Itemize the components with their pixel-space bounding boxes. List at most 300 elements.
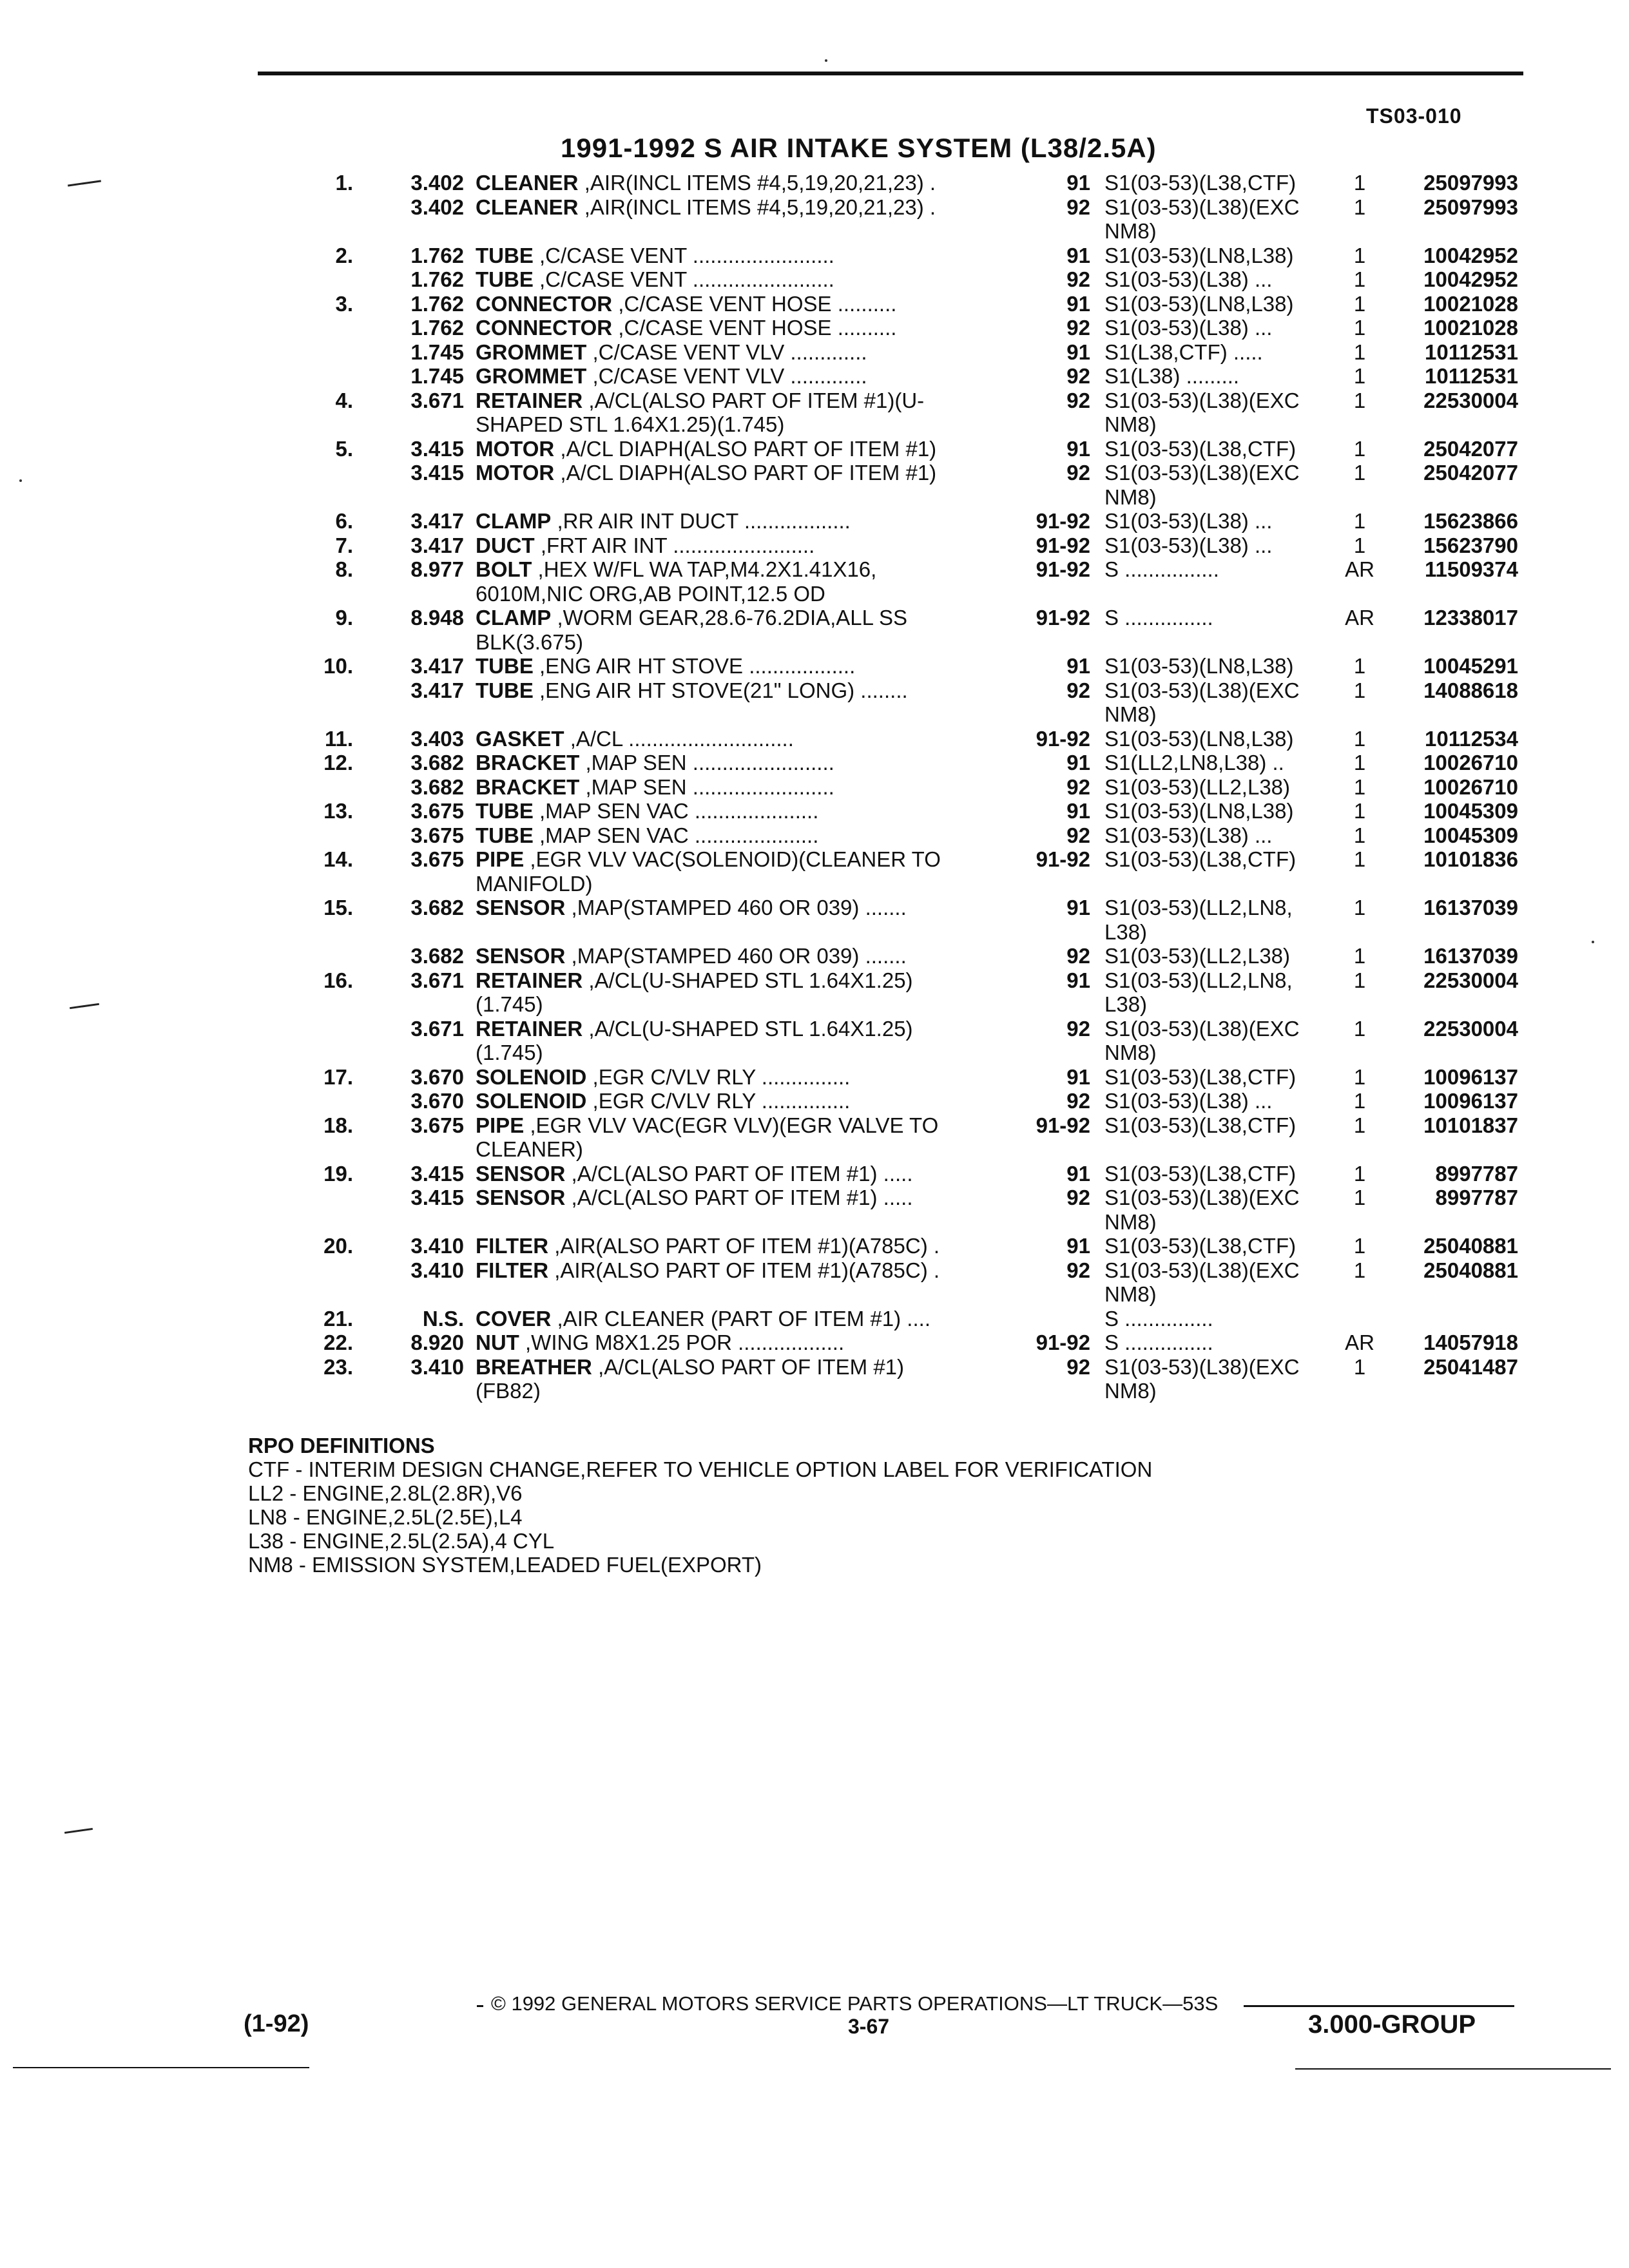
part-name: SENSOR bbox=[476, 1161, 566, 1186]
illustration-number: 8.948 bbox=[410, 606, 464, 629]
quantity: 1 bbox=[1353, 944, 1366, 968]
part-description bbox=[476, 582, 1017, 606]
part-name: BRACKET bbox=[476, 751, 580, 774]
part-row bbox=[0, 437, 1629, 461]
scan-speck bbox=[1592, 941, 1594, 943]
model-year: 91 bbox=[1066, 968, 1090, 992]
usage-code: S1(03-53)(L38)(EXC bbox=[1104, 1016, 1300, 1041]
part-row bbox=[0, 340, 1629, 365]
scan-speck bbox=[19, 479, 22, 482]
quantity: 1 bbox=[1353, 751, 1366, 774]
illustration-number: 3.675 bbox=[410, 799, 464, 823]
part-name: TUBE bbox=[476, 243, 534, 267]
part-detail: ,C/CASE VENT VLV ............. bbox=[592, 364, 867, 388]
part-description bbox=[476, 1307, 1017, 1331]
part-row bbox=[0, 557, 1629, 582]
part-detail: ,A/CL(ALSO PART OF ITEM #1) bbox=[598, 1354, 905, 1379]
part-name: SENSOR bbox=[476, 896, 566, 919]
part-detail: (1.745) bbox=[476, 1041, 543, 1064]
item-number: 12. bbox=[323, 751, 353, 774]
part-number: 8997787 bbox=[1435, 1186, 1518, 1209]
usage-code: S1(LL2,LN8,L38) .. bbox=[1104, 751, 1284, 774]
part-description bbox=[476, 316, 1017, 340]
part-name: TUBE bbox=[476, 678, 534, 702]
part-name: NUT bbox=[476, 1331, 519, 1354]
part-description bbox=[476, 775, 1017, 799]
part-description bbox=[476, 1234, 1017, 1258]
quantity: 1 bbox=[1353, 799, 1366, 823]
part-description bbox=[476, 533, 1017, 557]
part-detail: ,ENG AIR HT STOVE(21" LONG) ........ bbox=[539, 678, 908, 702]
part-number: 10112534 bbox=[1424, 726, 1518, 751]
part-description bbox=[476, 195, 1017, 219]
part-detail: ,C/CASE VENT HOSE .......... bbox=[618, 291, 897, 316]
usage-code: NM8) bbox=[1104, 485, 1157, 509]
part-description bbox=[476, 1258, 1017, 1282]
part-number: 10045291 bbox=[1423, 654, 1518, 678]
model-year: 91-92 bbox=[1036, 726, 1090, 751]
part-row bbox=[0, 1379, 1629, 1403]
quantity: 1 bbox=[1353, 823, 1366, 847]
part-description bbox=[476, 1137, 1017, 1161]
illustration-number: 3.417 bbox=[410, 678, 464, 702]
part-row bbox=[0, 1041, 1629, 1065]
part-description bbox=[476, 244, 1017, 267]
rpo-title: RPO DEFINITIONS bbox=[248, 1434, 435, 1457]
part-name: RETAINER bbox=[476, 968, 583, 992]
illustration-number: N.S. bbox=[422, 1306, 464, 1331]
illustration-number: 1.762 bbox=[410, 243, 464, 267]
illustration-number: 3.670 bbox=[410, 1089, 464, 1113]
part-detail: ,MAP(STAMPED 460 OR 039) ....... bbox=[571, 896, 907, 919]
part-name: CLAMP bbox=[476, 509, 552, 533]
part-number: 10021028 bbox=[1423, 316, 1518, 340]
part-row bbox=[0, 195, 1629, 220]
quantity: 1 bbox=[1353, 388, 1366, 412]
scan-speck bbox=[825, 59, 827, 62]
illustration-number: 1.762 bbox=[410, 291, 464, 316]
rpo-line: NM8 - EMISSION SYSTEM,LEADED FUEL(EXPORT) bbox=[248, 1553, 762, 1577]
usage-code: NM8) bbox=[1104, 1379, 1157, 1403]
margin-mark bbox=[64, 1828, 93, 1834]
quantity: 1 bbox=[1353, 1016, 1366, 1041]
part-number: 25097993 bbox=[1423, 171, 1518, 195]
quantity: 1 bbox=[1353, 243, 1366, 267]
usage-code: S1(03-53)(L38)(EXC bbox=[1104, 1186, 1300, 1209]
part-row bbox=[0, 533, 1629, 558]
part-detail: ,A/CL(U-SHAPED STL 1.64X1.25) bbox=[588, 968, 913, 992]
part-row bbox=[0, 292, 1629, 316]
part-description bbox=[476, 944, 1017, 968]
quantity: 1 bbox=[1353, 195, 1366, 219]
part-description bbox=[476, 1017, 1017, 1041]
part-detail: ,C/CASE VENT VLV ............. bbox=[592, 340, 867, 364]
part-number: 10021028 bbox=[1423, 291, 1518, 316]
illustration-number: 1.745 bbox=[410, 364, 464, 388]
quantity: 1 bbox=[1353, 678, 1366, 702]
part-row bbox=[0, 1017, 1629, 1041]
part-row bbox=[0, 461, 1629, 485]
item-number: 19. bbox=[323, 1161, 353, 1186]
part-row bbox=[0, 1258, 1629, 1283]
part-description bbox=[476, 896, 1017, 919]
model-year: 92 bbox=[1066, 316, 1090, 340]
part-name: BREATHER bbox=[476, 1354, 592, 1379]
part-name: TUBE bbox=[476, 267, 534, 291]
usage-code: S1(03-53)(L38,CTF) bbox=[1104, 436, 1296, 461]
part-description bbox=[476, 509, 1017, 533]
part-description bbox=[476, 751, 1017, 774]
usage-code: NM8) bbox=[1104, 702, 1157, 726]
quantity: 1 bbox=[1353, 291, 1366, 316]
illustration-number: 3.410 bbox=[410, 1354, 464, 1379]
model-year: 91-92 bbox=[1036, 557, 1090, 581]
illustration-number: 8.920 bbox=[410, 1331, 464, 1354]
part-number: 25042077 bbox=[1423, 461, 1518, 485]
part-detail: BLK(3.675) bbox=[476, 629, 583, 654]
usage-code: S ............... bbox=[1104, 1306, 1213, 1331]
rpo-line: L38 - ENGINE,2.5L(2.5A),4 CYL bbox=[248, 1529, 555, 1553]
quantity: 1 bbox=[1353, 1113, 1366, 1137]
footer-copyright: © 1992 GENERAL MOTORS SERVICE PARTS OPERATIONS—LT TRUCK—53S bbox=[491, 1992, 1219, 2015]
part-row bbox=[0, 678, 1629, 703]
part-number: 22530004 bbox=[1423, 388, 1518, 412]
model-year: 91 bbox=[1066, 1234, 1090, 1258]
part-number: 22530004 bbox=[1423, 968, 1518, 992]
usage-code: S1(03-53)(L38)(EXC bbox=[1104, 195, 1300, 219]
item-number: 11. bbox=[324, 726, 353, 751]
part-row bbox=[0, 1282, 1629, 1307]
part-name: TUBE bbox=[476, 823, 534, 847]
part-number: 10026710 bbox=[1423, 774, 1518, 799]
item-number: 15. bbox=[323, 896, 353, 919]
part-name: CLEANER bbox=[476, 171, 579, 195]
part-description bbox=[476, 992, 1017, 1016]
quantity: 1 bbox=[1353, 316, 1366, 340]
part-detail: ,EGR VLV VAC(SOLENOID)(CLEANER TO bbox=[530, 847, 941, 871]
illustration-number: 3.675 bbox=[410, 1113, 464, 1137]
footer-rule-right bbox=[1244, 2005, 1514, 2007]
part-row bbox=[0, 606, 1629, 630]
part-detail: (1.745) bbox=[476, 992, 543, 1016]
part-name: GROMMET bbox=[476, 364, 587, 388]
item-number: 5. bbox=[335, 436, 353, 461]
part-detail: ,MAP(STAMPED 460 OR 039) ....... bbox=[571, 944, 907, 968]
part-detail: ,EGR C/VLV RLY ............... bbox=[592, 1089, 851, 1113]
part-detail: ,A/CL(U-SHAPED STL 1.64X1.25) bbox=[588, 1016, 913, 1041]
item-number: 1. bbox=[335, 171, 353, 195]
model-year: 92 bbox=[1066, 1258, 1090, 1282]
part-name: CONNECTOR bbox=[476, 316, 613, 340]
part-row bbox=[0, 799, 1629, 823]
part-row bbox=[0, 1065, 1629, 1090]
part-row bbox=[0, 630, 1629, 655]
usage-code: S1(03-53)(L38) ... bbox=[1104, 267, 1273, 291]
part-detail: ,AIR CLEANER (PART OF ITEM #1) .... bbox=[557, 1306, 930, 1331]
quantity: 1 bbox=[1353, 654, 1366, 678]
item-number: 7. bbox=[335, 533, 353, 557]
part-row bbox=[0, 654, 1629, 678]
model-year: 91 bbox=[1066, 340, 1090, 364]
model-year: 92 bbox=[1066, 823, 1090, 847]
quantity: 1 bbox=[1353, 1064, 1366, 1089]
part-detail: ,MAP SEN VAC ..................... bbox=[539, 823, 819, 847]
model-year: 91 bbox=[1066, 1161, 1090, 1186]
part-description bbox=[476, 461, 1017, 485]
part-name: SENSOR bbox=[476, 944, 566, 968]
part-row bbox=[0, 582, 1629, 606]
usage-code: S1(03-53)(L38,CTF) bbox=[1104, 1113, 1296, 1137]
model-year: 92 bbox=[1066, 774, 1090, 799]
usage-code: S1(03-53)(L38)(EXC bbox=[1104, 1354, 1300, 1379]
model-year: 92 bbox=[1066, 267, 1090, 291]
usage-code: S1(03-53)(L38)(EXC bbox=[1104, 1258, 1300, 1282]
part-name: GROMMET bbox=[476, 340, 587, 364]
quantity: 1 bbox=[1353, 847, 1366, 871]
part-row bbox=[0, 823, 1629, 848]
part-name: BRACKET bbox=[476, 774, 580, 799]
rpo-line: LN8 - ENGINE,2.5L(2.5E),L4 bbox=[248, 1505, 523, 1529]
part-row bbox=[0, 316, 1629, 340]
bottom-rule-left bbox=[13, 2067, 309, 2068]
part-name: TUBE bbox=[476, 654, 534, 678]
part-description bbox=[476, 1065, 1017, 1089]
usage-code: S1(L38,CTF) ..... bbox=[1104, 340, 1263, 364]
illustration-number: 3.415 bbox=[410, 1161, 464, 1186]
part-number: 15623866 bbox=[1423, 509, 1518, 533]
part-description bbox=[476, 1186, 1017, 1209]
footer-date-code: (1-92) bbox=[244, 2010, 309, 2037]
part-description bbox=[476, 557, 1017, 581]
usage-code: S1(03-53)(LL2,LN8, bbox=[1104, 968, 1293, 992]
quantity: 1 bbox=[1353, 461, 1366, 485]
part-row bbox=[0, 1210, 1629, 1235]
part-row bbox=[0, 1307, 1629, 1331]
part-number: 10042952 bbox=[1423, 243, 1518, 267]
part-number: 15623790 bbox=[1423, 533, 1518, 557]
part-name: FILTER bbox=[476, 1258, 549, 1282]
part-detail: SHAPED STL 1.64X1.25)(1.745) bbox=[476, 412, 785, 436]
part-description bbox=[476, 1355, 1017, 1379]
item-number: 22. bbox=[323, 1331, 353, 1354]
part-name: SOLENOID bbox=[476, 1064, 587, 1089]
part-number: 25040881 bbox=[1423, 1258, 1518, 1282]
item-number: 16. bbox=[323, 968, 353, 992]
model-year: 91 bbox=[1066, 1064, 1090, 1089]
model-year: 91 bbox=[1066, 171, 1090, 195]
part-detail: ,A/CL DIAPH(ALSO PART OF ITEM #1) bbox=[560, 436, 937, 461]
part-description bbox=[476, 872, 1017, 896]
part-detail: ,HEX W/FL WA TAP,M4.2X1.41X16, bbox=[537, 557, 877, 581]
part-detail: ,MAP SEN ........................ bbox=[585, 774, 834, 799]
part-row bbox=[0, 485, 1629, 510]
part-number: 10096137 bbox=[1423, 1064, 1518, 1089]
part-name: SENSOR bbox=[476, 1186, 566, 1209]
usage-code: S1(03-53)(LL2,L38) bbox=[1104, 774, 1291, 799]
footer-group: 3.000-GROUP bbox=[1308, 2010, 1476, 2039]
usage-code: S1(03-53)(LL2,L38) bbox=[1104, 944, 1291, 968]
part-number: 25097993 bbox=[1423, 195, 1518, 219]
model-year: 91-92 bbox=[1036, 1113, 1090, 1137]
quantity: 1 bbox=[1353, 726, 1366, 751]
usage-code: S1(L38) ......... bbox=[1104, 364, 1240, 388]
illustration-number: 3.417 bbox=[410, 654, 464, 678]
illustration-number: 8.977 bbox=[410, 557, 464, 581]
usage-code: S ................ bbox=[1104, 557, 1219, 581]
part-detail: ,RR AIR INT DUCT .................. bbox=[557, 509, 851, 533]
part-detail: ,C/CASE VENT HOSE .......... bbox=[618, 316, 897, 340]
illustration-number: 3.410 bbox=[410, 1258, 464, 1282]
model-year: 91-92 bbox=[1036, 606, 1090, 629]
part-detail: ,AIR(INCL ITEMS #4,5,19,20,21,23) . bbox=[584, 195, 936, 219]
part-description bbox=[476, 678, 1017, 702]
part-detail: (FB82) bbox=[476, 1379, 541, 1403]
quantity: 1 bbox=[1353, 1234, 1366, 1258]
part-number: 8997787 bbox=[1435, 1161, 1518, 1186]
usage-code: S1(03-53)(LN8,L38) bbox=[1104, 726, 1294, 751]
model-year: 92 bbox=[1066, 944, 1090, 968]
part-name: BOLT bbox=[476, 557, 532, 581]
illustration-number: 3.670 bbox=[410, 1064, 464, 1089]
part-row bbox=[0, 775, 1629, 800]
part-description bbox=[476, 630, 1017, 654]
part-detail: ,MAP SEN VAC ..................... bbox=[539, 799, 819, 823]
usage-code: S1(03-53)(LN8,L38) bbox=[1104, 243, 1294, 267]
usage-code: NM8) bbox=[1104, 1209, 1157, 1234]
usage-code: S1(03-53)(L38) ... bbox=[1104, 533, 1273, 557]
usage-code: S1(03-53)(L38) ... bbox=[1104, 509, 1273, 533]
usage-code: L38) bbox=[1104, 919, 1148, 944]
part-description bbox=[476, 171, 1017, 195]
usage-code: S1(03-53)(L38,CTF) bbox=[1104, 1234, 1296, 1258]
quantity: 1 bbox=[1353, 1258, 1366, 1282]
part-row bbox=[0, 751, 1629, 775]
usage-code: NM8) bbox=[1104, 412, 1157, 436]
part-detail: ,EGR C/VLV RLY ............... bbox=[592, 1064, 851, 1089]
model-year: 91 bbox=[1066, 654, 1090, 678]
part-detail: ,AIR(INCL ITEMS #4,5,19,20,21,23) . bbox=[584, 171, 936, 195]
part-row bbox=[0, 364, 1629, 389]
part-row bbox=[0, 944, 1629, 968]
part-description bbox=[476, 654, 1017, 678]
part-detail: MANIFOLD) bbox=[476, 871, 593, 896]
quantity: 1 bbox=[1353, 774, 1366, 799]
part-description bbox=[476, 1379, 1017, 1403]
part-name: CLAMP bbox=[476, 606, 552, 629]
model-year: 91 bbox=[1066, 751, 1090, 774]
part-description bbox=[476, 1113, 1017, 1137]
model-year: 91 bbox=[1066, 243, 1090, 267]
part-description bbox=[476, 968, 1017, 992]
part-number: 25041487 bbox=[1423, 1354, 1518, 1379]
part-row bbox=[0, 920, 1629, 945]
part-row bbox=[0, 896, 1629, 920]
item-number: 18. bbox=[323, 1113, 353, 1137]
part-detail: ,AIR(ALSO PART OF ITEM #1)(A785C) . bbox=[554, 1234, 940, 1258]
usage-code: S1(03-53)(L38) ... bbox=[1104, 823, 1273, 847]
part-description bbox=[476, 823, 1017, 847]
part-description bbox=[476, 1162, 1017, 1186]
part-name: CONNECTOR bbox=[476, 291, 613, 316]
part-row bbox=[0, 1162, 1629, 1186]
part-row bbox=[0, 1113, 1629, 1138]
quantity: 1 bbox=[1353, 1186, 1366, 1209]
illustration-number: 3.671 bbox=[410, 388, 464, 412]
part-name: COVER bbox=[476, 1306, 552, 1331]
illustration-number: 1.745 bbox=[410, 340, 464, 364]
part-row bbox=[0, 872, 1629, 896]
part-number: 12338017 bbox=[1423, 606, 1518, 629]
item-number: 6. bbox=[335, 509, 353, 533]
part-number: 10045309 bbox=[1423, 799, 1518, 823]
part-row bbox=[0, 1331, 1629, 1355]
quantity: AR bbox=[1345, 606, 1374, 629]
part-description bbox=[476, 340, 1017, 364]
part-number: 25042077 bbox=[1423, 436, 1518, 461]
item-number: 4. bbox=[335, 388, 353, 412]
quantity: 1 bbox=[1353, 171, 1366, 195]
illustration-number: 3.415 bbox=[410, 1186, 464, 1209]
model-year: 91-92 bbox=[1036, 1331, 1090, 1354]
model-year: 91-92 bbox=[1036, 847, 1090, 871]
part-row bbox=[0, 171, 1629, 195]
part-number: 10101836 bbox=[1423, 847, 1518, 871]
usage-code: S1(03-53)(L38,CTF) bbox=[1104, 171, 1296, 195]
quantity: 1 bbox=[1353, 436, 1366, 461]
part-number: 14057918 bbox=[1423, 1331, 1518, 1354]
part-name: RETAINER bbox=[476, 388, 583, 412]
part-detail: ,C/CASE VENT ........................ bbox=[539, 267, 834, 291]
usage-code: S1(03-53)(L38) ... bbox=[1104, 316, 1273, 340]
parts-list bbox=[0, 171, 1629, 1403]
model-year: 92 bbox=[1066, 678, 1090, 702]
part-number: 10096137 bbox=[1423, 1089, 1518, 1113]
quantity: 1 bbox=[1353, 533, 1366, 557]
illustration-number: 3.415 bbox=[410, 436, 464, 461]
item-number: 14. bbox=[323, 847, 353, 871]
illustration-number: 3.417 bbox=[410, 533, 464, 557]
part-number: 16137039 bbox=[1423, 896, 1518, 919]
rpo-definitions bbox=[248, 1434, 1152, 1577]
part-row bbox=[0, 244, 1629, 268]
part-row bbox=[0, 1355, 1629, 1379]
part-detail: ,A/CL ............................ bbox=[570, 726, 794, 751]
illustration-number: 3.675 bbox=[410, 823, 464, 847]
model-year: 92 bbox=[1066, 195, 1090, 219]
quantity: 1 bbox=[1353, 1089, 1366, 1113]
footer-rule-left bbox=[477, 2005, 483, 2007]
part-detail: ,EGR VLV VAC(EGR VLV)(EGR VALVE TO bbox=[530, 1113, 939, 1137]
part-description bbox=[476, 364, 1017, 388]
part-row bbox=[0, 992, 1629, 1017]
part-description bbox=[476, 606, 1017, 629]
part-detail: ,A/CL(ALSO PART OF ITEM #1)(U- bbox=[588, 388, 925, 412]
part-description bbox=[476, 437, 1017, 461]
illustration-number: 3.682 bbox=[410, 896, 464, 919]
part-detail: ,ENG AIR HT STOVE .................. bbox=[539, 654, 856, 678]
part-description bbox=[476, 1089, 1017, 1113]
part-row bbox=[0, 509, 1629, 533]
quantity: 1 bbox=[1353, 1161, 1366, 1186]
item-number: 20. bbox=[323, 1234, 353, 1258]
part-detail: ,WING M8X1.25 POR .................. bbox=[525, 1331, 845, 1354]
part-number: 16137039 bbox=[1423, 944, 1518, 968]
part-row bbox=[0, 847, 1629, 872]
part-detail: ,A/CL(ALSO PART OF ITEM #1) ..... bbox=[571, 1161, 913, 1186]
illustration-number: 3.402 bbox=[410, 195, 464, 219]
part-name: CLEANER bbox=[476, 195, 579, 219]
usage-code: NM8) bbox=[1104, 1282, 1157, 1306]
